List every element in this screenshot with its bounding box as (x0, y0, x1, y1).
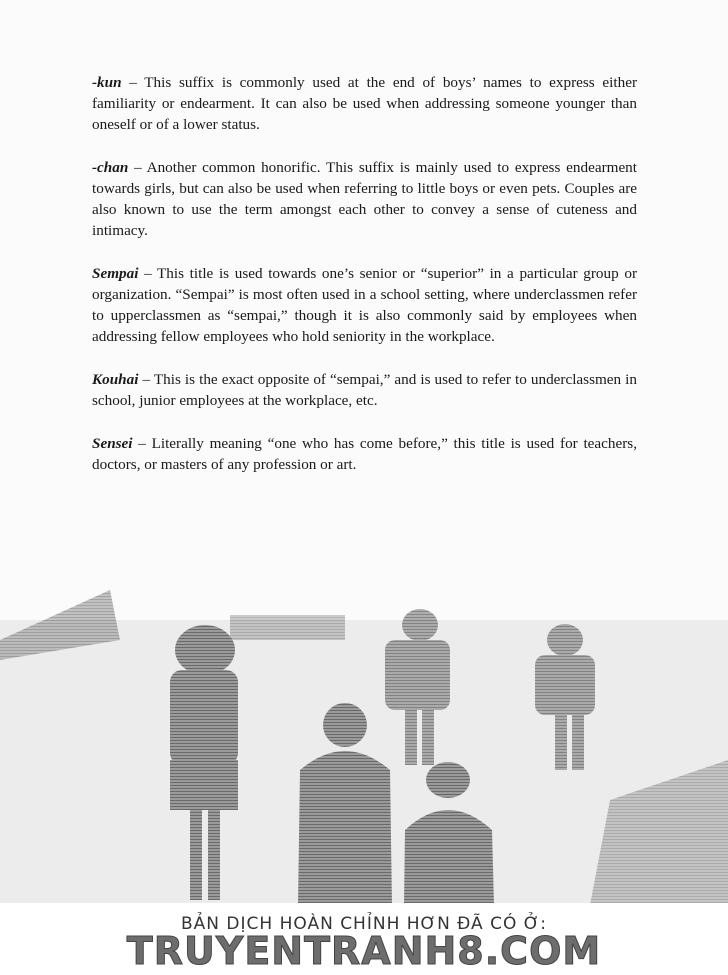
entry-kouhai (92, 369, 637, 411)
entry-term: Kouhai (92, 371, 139, 388)
entry-term: Sempai (92, 265, 139, 282)
entry-term: -kun (92, 74, 122, 91)
entry-term: -chan (92, 159, 129, 176)
entry-chan (92, 157, 637, 241)
entry-text: – This suffix is commonly used at the end of boys’ names to express either familiarity or endearment. It can also be used when addressing someone younger than oneself or of a lower status. (92, 74, 637, 133)
entry-text: – Another common honorific. This suffix is mainly used to express endearment towards girls, but can also be used when referring to little boys or even pets. Couples are also known to use the term amongst each other to convey a sense of cuteness and intimacy. (92, 159, 637, 239)
entry-kun (92, 72, 637, 135)
entry-sempai (92, 263, 637, 347)
entry-text: – This title is used towards one’s senior or “superior” in a particular group or organization. “Sempai” is most often used in a school setting, where underclassmen refer to upperclassmen as “sempai,” though it is also commonly said by employees when addressing fellow employees who hold seniority in the workplace. (92, 265, 637, 345)
honorifics-glossary (92, 72, 637, 497)
entry-sensei (92, 433, 637, 475)
manga-illustration (0, 470, 728, 905)
translator-banner (0, 903, 728, 975)
entry-text: – Literally meaning “one who has come before,” this title is used for teachers, doctors, or masters of any profession or art. (92, 435, 637, 473)
banner-site: TRUYENTRANH8.COM (126, 929, 602, 973)
entry-text: – This is the exact opposite of “sempai,” and is used to refer to underclassmen in school, junior employees at the workplace, etc. (92, 371, 637, 409)
banner-tagline: BẢN DỊCH HOÀN CHỈNH HƠN ĐÃ CÓ Ở: (181, 914, 547, 934)
entry-term: Sensei (92, 435, 133, 452)
